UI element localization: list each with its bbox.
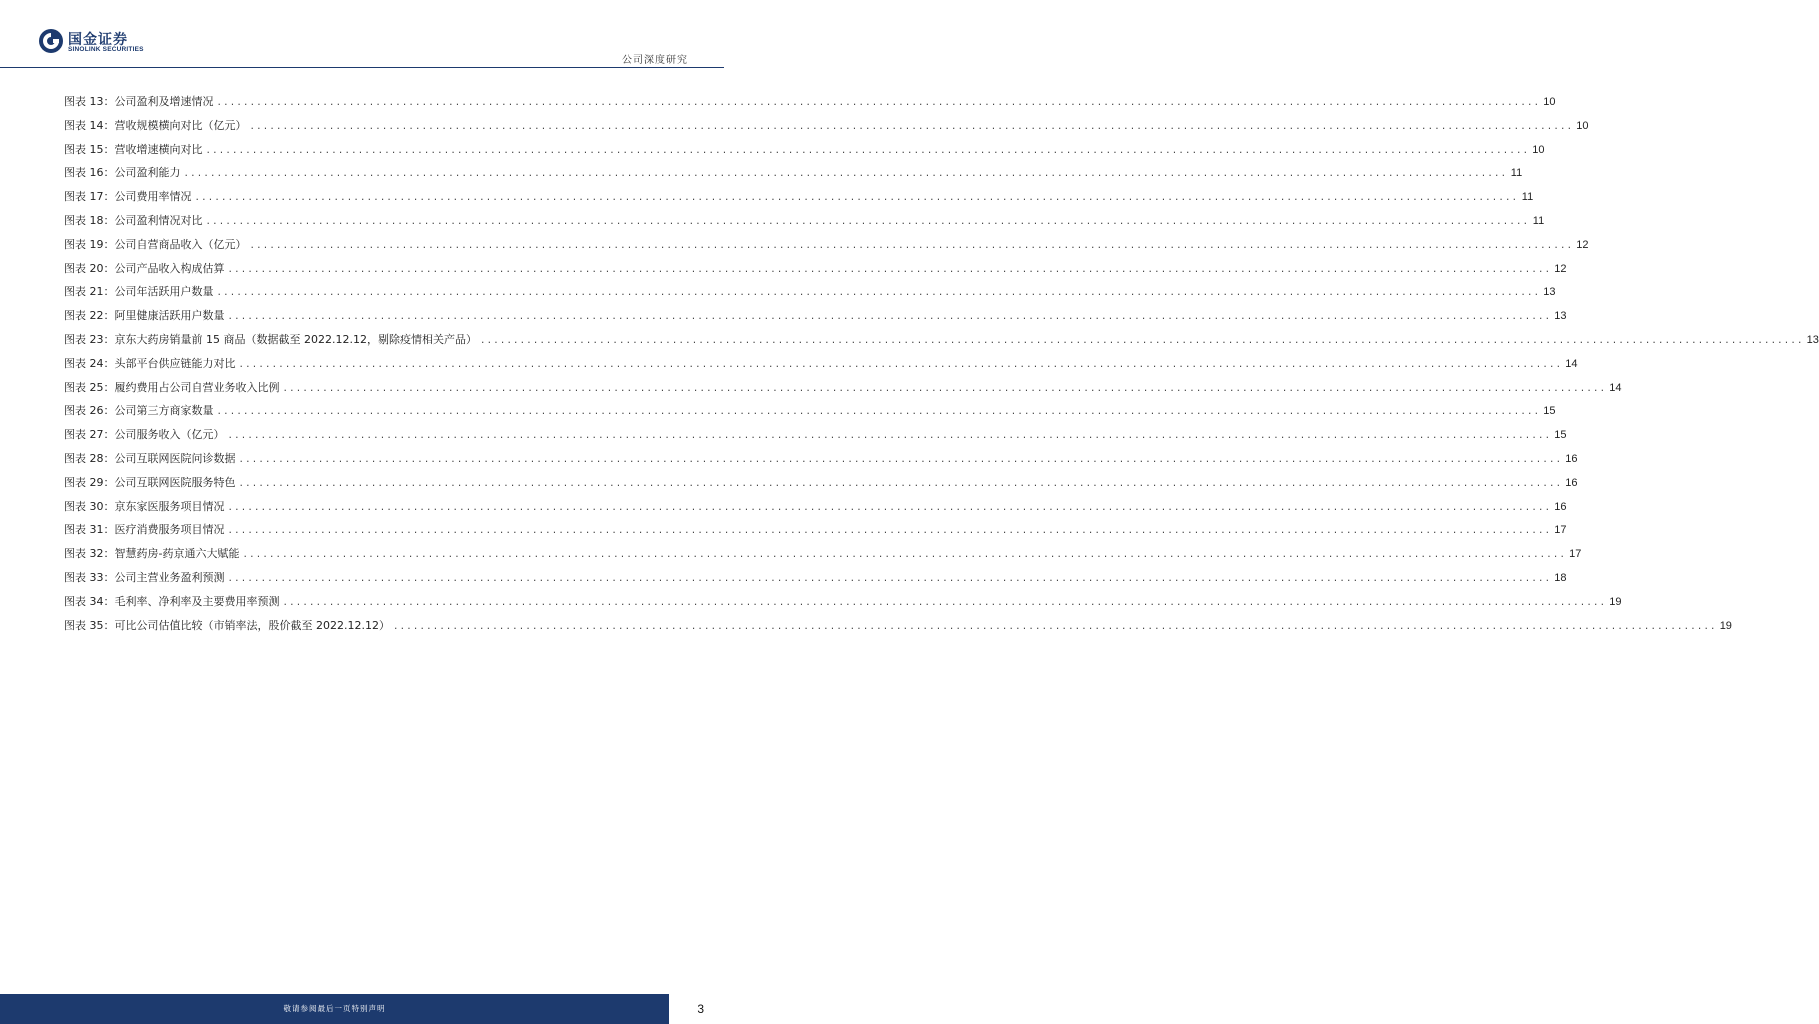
toc-dot-leader: ........................................................................................................................................................................................................ xyxy=(227,264,1552,275)
toc-entry[interactable] xyxy=(64,209,1545,233)
figure-list xyxy=(64,90,1819,637)
company-logo xyxy=(38,28,158,56)
toc-entry-label: 图表 29：公司互联网医院服务特色 xyxy=(64,475,236,489)
toc-entry[interactable] xyxy=(64,590,1622,614)
toc-dot-leader: ........................................................................................................................................................................................................ xyxy=(242,550,1567,561)
logo-english-name: SINOLINK SECURITIES xyxy=(68,46,144,53)
toc-entry[interactable] xyxy=(64,328,1819,352)
toc-entry[interactable] xyxy=(64,161,1523,185)
toc-entry[interactable] xyxy=(64,233,1589,257)
toc-entry-page: 10 xyxy=(1532,143,1545,156)
toc-entry-label: 图表 14：营收规模横向对比（亿元） xyxy=(64,118,247,132)
toc-entry-page: 16 xyxy=(1565,476,1578,489)
toc-entry[interactable] xyxy=(64,280,1556,304)
toc-dot-leader: ........................................................................................................................................................................................................ xyxy=(238,478,1563,489)
page-header xyxy=(0,0,724,70)
toc-entry-page: 18 xyxy=(1554,571,1567,584)
toc-entry-page: 16 xyxy=(1554,500,1567,513)
toc-entry-label: 图表 13：公司盈利及增速情况 xyxy=(64,95,214,108)
toc-dot-leader: ........................................................................................................................................................................................................ xyxy=(238,359,1563,370)
toc-entry[interactable] xyxy=(64,138,1545,162)
toc-entry-label: 图表 33：公司主营业务盈利预测 xyxy=(64,570,225,584)
toc-dot-leader: ........................................................................................................................................................................................................ xyxy=(227,312,1552,323)
toc-dot-leader: ........................................................................................................................................................................................................ xyxy=(216,98,1541,108)
toc-entry-page: 12 xyxy=(1576,238,1589,251)
toc-entry-page: 11 xyxy=(1521,191,1534,204)
toc-entry-page: 14 xyxy=(1565,357,1578,370)
toc-dot-leader: ........................................................................................................................................................................................................ xyxy=(227,431,1552,442)
toc-entry-page: 13 xyxy=(1806,333,1819,346)
toc-entry[interactable] xyxy=(64,257,1567,281)
toc-entry[interactable] xyxy=(64,423,1567,447)
toc-entry-label: 图表 24：头部平台供应链能力对比 xyxy=(64,356,236,370)
toc-entry-label: 图表 27：公司服务收入（亿元） xyxy=(64,428,225,442)
toc-entry-label: 图表 16：公司盈利能力 xyxy=(64,166,181,180)
toc-dot-leader: ........................................................................................................................................................................................................ xyxy=(194,193,1519,204)
toc-dot-leader: ........................................................................................................................................................................................................ xyxy=(249,240,1574,251)
toc-entry[interactable] xyxy=(64,566,1567,590)
toc-entry-label: 图表 18：公司盈利情况对比 xyxy=(64,213,203,227)
toc-entry-page: 17 xyxy=(1554,524,1567,537)
toc-entry[interactable] xyxy=(64,114,1589,138)
toc-dot-leader: ........................................................................................................................................................................................................ xyxy=(392,621,1717,632)
toc-entry-label: 图表 22：阿里健康活跃用户数量 xyxy=(64,309,225,323)
toc-entry-page: 11 xyxy=(1510,167,1523,180)
toc-entry-label: 图表 15：营收增速横向对比 xyxy=(64,142,203,156)
toc-dot-leader: ........................................................................................................................................................................................................ xyxy=(227,526,1552,537)
toc-entry-label: 图表 35：可比公司估值比较（市销率法，股价截至 2022.12.12） xyxy=(64,618,390,632)
toc-dot-leader: ........................................................................................................................................................................................................ xyxy=(249,121,1574,132)
toc-dot-leader: ........................................................................................................................................................................................................ xyxy=(282,597,1607,608)
toc-entry[interactable] xyxy=(64,471,1578,495)
toc-entry-label: 图表 21：公司年活跃用户数量 xyxy=(64,285,214,299)
toc-entry-label: 图表 32：智慧药房-药京通六大赋能 xyxy=(64,547,240,561)
toc-dot-leader: ........................................................................................................................................................................................................ xyxy=(205,145,1530,156)
toc-entry-label: 图表 23：京东大药房销量前 15 商品（数据截至 2022.12.12，剔除疫情相关产品） xyxy=(64,332,477,346)
toc-dot-leader: ........................................................................................................................................................................................................ xyxy=(282,383,1607,394)
toc-entry-page: 19 xyxy=(1719,619,1732,632)
toc-entry[interactable] xyxy=(64,90,1556,114)
toc-dot-leader: ........................................................................................................................................................................................................ xyxy=(205,216,1530,227)
toc-dot-leader: ........................................................................................................................................................................................................ xyxy=(227,573,1552,584)
toc-dot-leader: ........................................................................................................................................................................................................ xyxy=(216,407,1541,418)
logo-mark-icon xyxy=(38,28,64,54)
toc-entry-label: 图表 20：公司产品收入构成估算 xyxy=(64,261,225,275)
toc-entry-page: 15 xyxy=(1554,429,1567,442)
toc-entry-label: 图表 30：京东家医服务项目情况 xyxy=(64,499,225,513)
toc-entry-page: 12 xyxy=(1554,262,1567,275)
toc-dot-leader: ........................................................................................................................................................................................................ xyxy=(227,502,1552,513)
toc-entry-page: 16 xyxy=(1565,452,1578,465)
toc-entry-page: 15 xyxy=(1543,405,1556,418)
toc-dot-leader: ........................................................................................................................................................................................................ xyxy=(238,454,1563,465)
toc-entry-page: 17 xyxy=(1569,548,1582,561)
toc-entry-label: 图表 25：履约费用占公司自营业务收入比例 xyxy=(64,380,280,394)
toc-entry[interactable] xyxy=(64,376,1622,400)
toc-entry-page: 10 xyxy=(1576,119,1589,132)
toc-entry-label: 图表 19：公司自营商品收入（亿元） xyxy=(64,237,247,251)
report-type-label: 公司深度研究 xyxy=(622,55,688,66)
toc-entry-label: 图表 31：医疗消费服务项目情况 xyxy=(64,523,225,537)
header-divider xyxy=(0,67,724,68)
toc-entry-page: 19 xyxy=(1609,595,1622,608)
toc-entry[interactable] xyxy=(64,185,1534,209)
toc-entry[interactable] xyxy=(64,542,1582,566)
toc-entry-label: 图表 34：毛利率、净利率及主要费用率预测 xyxy=(64,594,280,608)
toc-entry[interactable] xyxy=(64,495,1567,519)
toc-entry-page: 14 xyxy=(1609,381,1622,394)
toc-entry[interactable] xyxy=(64,352,1578,376)
toc-entry-page: 13 xyxy=(1543,286,1556,299)
toc-dot-leader: ........................................................................................................................................................................................................ xyxy=(216,288,1541,299)
toc-entry-page: 10 xyxy=(1543,96,1556,108)
page-footer xyxy=(0,994,724,1024)
toc-entry[interactable] xyxy=(64,304,1567,328)
logo-chinese-name: 国金证券 xyxy=(68,32,128,48)
toc-entry[interactable] xyxy=(64,447,1578,471)
toc-entry-label: 图表 26：公司第三方商家数量 xyxy=(64,404,214,418)
toc-dot-leader: ........................................................................................................................................................................................................ xyxy=(479,335,1804,346)
toc-entry-label: 图表 17：公司费用率情况 xyxy=(64,190,192,204)
toc-dot-leader: ........................................................................................................................................................................................................ xyxy=(183,169,1508,180)
page-number: 3 xyxy=(697,1002,704,1016)
toc-entry-page: 11 xyxy=(1532,214,1545,227)
toc-entry-label: 图表 28：公司互联网医院问诊数据 xyxy=(64,451,236,465)
toc-entry[interactable] xyxy=(64,614,1732,638)
footer-disclaimer: 敬请参阅最后一页特别声明 xyxy=(283,1004,386,1013)
toc-entry[interactable] xyxy=(64,518,1567,542)
toc-entry-page: 13 xyxy=(1554,310,1567,323)
toc-entry[interactable] xyxy=(64,399,1556,423)
